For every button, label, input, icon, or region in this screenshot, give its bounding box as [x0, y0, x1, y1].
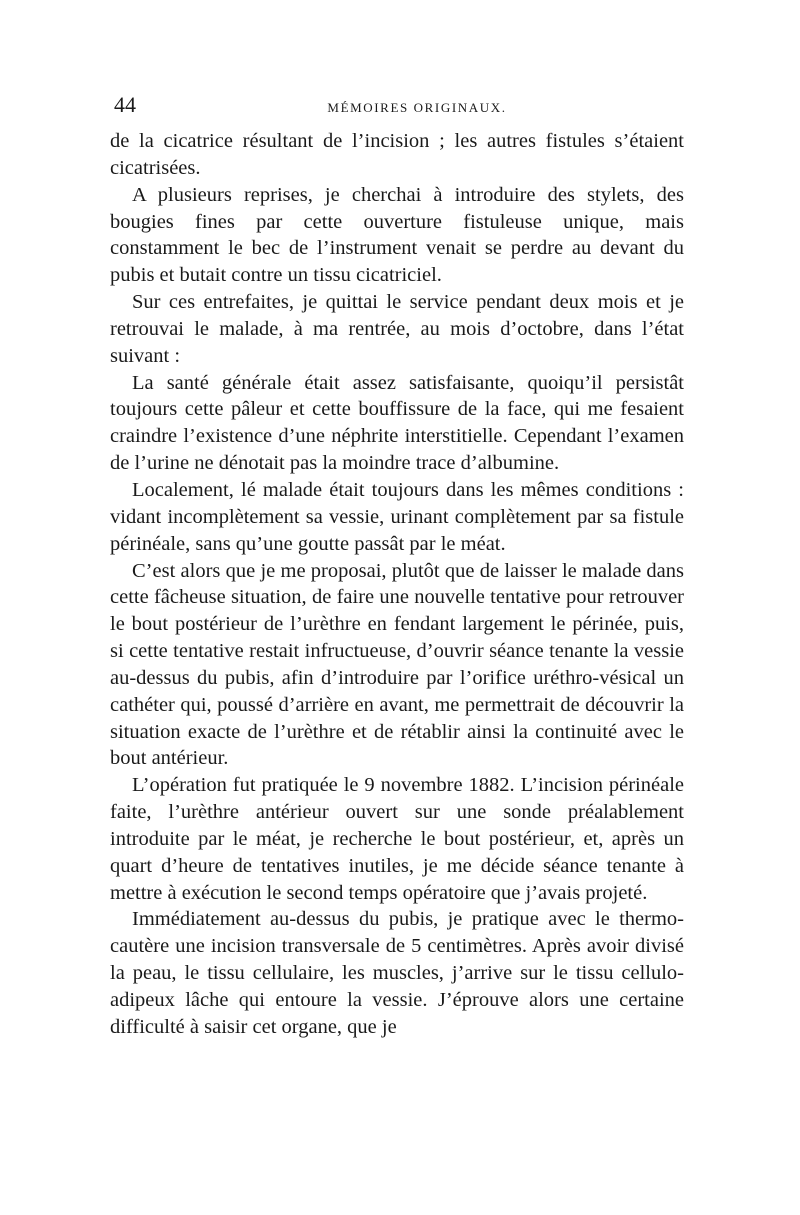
body-text: [110, 128, 684, 1041]
page-number: 44: [114, 92, 136, 117]
book-page: [110, 88, 684, 1041]
paragraph: de la cicatrice résultant de l’incision ; les autres fistules s’étaient cicatrisées.: [110, 130, 684, 179]
paragraph: La santé générale était assez satisfaisante, quoiqu’il persistât toujours cette pâleur et cette bouffissure de la face, qui me fesaient craindre l’existence d’une néphrite interstitielle. Cependant l’examen de l’urine ne dénotait pas la moindre trace d’albumine.: [110, 371, 684, 475]
paragraph: C’est alors que je me proposai, plutôt que de laisser le malade dans cette fâcheuse situation, de faire une nouvelle tentative pour retrouver le bout postérieur de l’urèthre en fendant largement le périnée, puis, si cette tentative restait infructueuse, d’ouvrir séance tenante la vessie au-dessus du pubis, afin d’introduire par l’orifice uréthro-vésical un cathéter qui, poussé d’arrière en avant, me permettrait de découvrir la situation exacte de l’urèthre et de rétablir ainsi la continuité avec le bout antérieur.: [110, 559, 684, 770]
paragraph: Localement, lé malade était toujours dans les mêmes conditions : vidant incomplètement sa vessie, urinant complètement par sa fistule périnéale, sans qu’une goutte passât par le méat.: [110, 478, 684, 555]
paragraph: Immédiatement au-dessus du pubis, je pratique avec le thermo-cautère une incision transversale de 5 centimètres. Après avoir divisé la peau, le tissu cellulaire, les muscles, j’arrive sur le tissu cellulo-adipeux lâche qui entoure la vessie. J’éprouve alors une certaine difficulté à saisir cet organe, que je: [110, 908, 684, 1038]
paragraph: L’opération fut pratiquée le 9 novembre 1882. L’incision périnéale faite, l’urèthre antérieur ouvert sur une sonde préalablement introduite par le méat, je recherche le bout postérieur, et, après un quart d’heure de tentatives inutiles, je me décide séance tenante à mettre à exécution le second temps opératoire que j’avais projeté.: [110, 774, 684, 904]
running-title: MÉMOIRES ORIGINAUX.: [327, 100, 507, 115]
running-head: [110, 88, 684, 128]
paragraph: Sur ces entrefaites, je quittai le service pendant deux mois et je retrouvai le malade, à ma rentrée, au mois d’octobre, dans l’état suivant :: [110, 291, 684, 367]
paragraph: A plusieurs reprises, je cherchai à introduire des stylets, des bougies fines par cette ouverture fistuleuse unique, mais constamment le bec de l’instrument venait se perdre au devant du pubis et butait contre un tissu cicatriciel.: [110, 183, 684, 287]
